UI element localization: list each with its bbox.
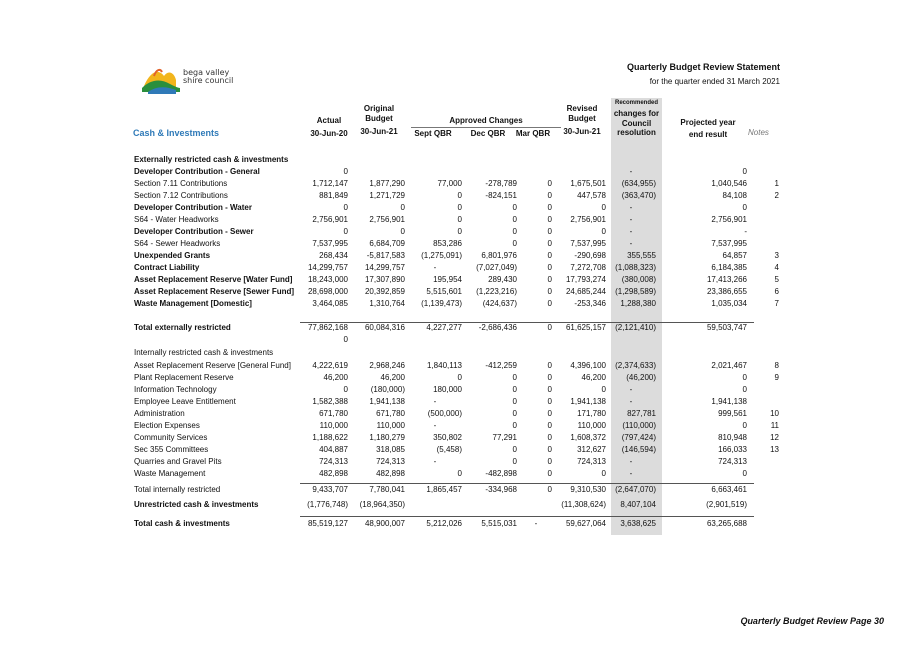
cell: (2,374,633) bbox=[615, 361, 656, 370]
cell: 671,780 bbox=[319, 409, 348, 418]
cell: 1,608,372 bbox=[570, 433, 606, 442]
cell: 0 bbox=[742, 373, 747, 382]
cell: 0 bbox=[742, 385, 747, 394]
table-row bbox=[0, 484, 917, 496]
row-label: S64 - Water Headworks bbox=[134, 215, 219, 224]
cell: 17,413,266 bbox=[706, 275, 747, 284]
cell: 6,801,976 bbox=[481, 251, 517, 260]
cell: 14,299,757 bbox=[307, 263, 348, 272]
col-notes-header: Notes bbox=[748, 128, 769, 137]
cell: (5,458) bbox=[436, 445, 462, 454]
row-label: Contract Liability bbox=[134, 263, 200, 272]
cell: 0 bbox=[343, 385, 348, 394]
cell: (424,637) bbox=[482, 299, 517, 308]
cell: 881,849 bbox=[319, 191, 348, 200]
cell: - bbox=[433, 421, 437, 430]
cell: 312,627 bbox=[577, 445, 606, 454]
cell: 3 bbox=[774, 251, 779, 260]
cell: 0 bbox=[343, 203, 348, 212]
table-row bbox=[0, 262, 917, 274]
page-title: Quarterly Budget Review Statement bbox=[626, 62, 780, 72]
cell: -290,698 bbox=[574, 251, 606, 260]
cell: 0 bbox=[512, 397, 517, 406]
table-row bbox=[0, 190, 917, 202]
table-row bbox=[0, 178, 917, 190]
cell: 0 bbox=[512, 421, 517, 430]
cell: 1,271,729 bbox=[369, 191, 405, 200]
page-footer: Quarterly Budget Review Page 30 bbox=[740, 616, 884, 626]
cell: 13 bbox=[770, 445, 779, 454]
cell: (146,594) bbox=[621, 445, 656, 454]
cell: 4,396,100 bbox=[570, 361, 606, 370]
cell: 3,464,085 bbox=[312, 299, 348, 308]
table-row bbox=[0, 372, 917, 384]
row-label: Information Technology bbox=[134, 385, 217, 394]
cell: 4,227,277 bbox=[426, 323, 462, 332]
cell: 0 bbox=[457, 191, 462, 200]
cell: 63,265,688 bbox=[706, 519, 747, 528]
cell: 0 bbox=[547, 263, 552, 272]
cell: 1,188,622 bbox=[312, 433, 348, 442]
cell: (1,776,748) bbox=[307, 500, 348, 509]
row-label: Employee Leave Entitlement bbox=[134, 397, 236, 406]
cell: 7,272,708 bbox=[570, 263, 606, 272]
cell: 724,313 bbox=[577, 457, 606, 466]
row-label: Developer Contribution - Water bbox=[134, 203, 252, 212]
cell: 810,948 bbox=[718, 433, 747, 442]
cell: 85,519,127 bbox=[307, 519, 348, 528]
cell: 4,222,619 bbox=[312, 361, 348, 370]
cell: 195,954 bbox=[433, 275, 462, 284]
cell: -334,968 bbox=[485, 485, 517, 494]
cell: 77,291 bbox=[492, 433, 517, 442]
cell: 61,625,157 bbox=[565, 323, 606, 332]
cell: 0 bbox=[547, 469, 552, 478]
cell: (797,424) bbox=[621, 433, 656, 442]
cell: - bbox=[629, 203, 633, 212]
cell: 46,200 bbox=[380, 373, 405, 382]
cell: 827,781 bbox=[627, 409, 656, 418]
cell: 59,503,747 bbox=[706, 323, 747, 332]
row-label: Total cash & investments bbox=[134, 519, 230, 528]
cell: 0 bbox=[547, 287, 552, 296]
cell: 0 bbox=[512, 215, 517, 224]
cell: 0 bbox=[457, 469, 462, 478]
cell: 59,627,064 bbox=[565, 519, 606, 528]
table-row bbox=[0, 238, 917, 250]
table-row bbox=[0, 384, 917, 396]
cell: - bbox=[433, 397, 437, 406]
cell: 0 bbox=[547, 409, 552, 418]
row-label: Externally restricted cash & investments bbox=[134, 155, 289, 164]
cell: 724,313 bbox=[718, 457, 747, 466]
approved-changes-header: Approved Changes bbox=[411, 116, 561, 128]
cell: 1,941,138 bbox=[369, 397, 405, 406]
cell: 0 bbox=[601, 385, 606, 394]
cell: 2,021,467 bbox=[711, 361, 747, 370]
col-original-header: Original Budget 30-Jun-21 bbox=[360, 104, 398, 136]
cell: (380,008) bbox=[621, 275, 656, 284]
cell: 0 bbox=[547, 445, 552, 454]
cell: 0 bbox=[547, 251, 552, 260]
cell: -482,898 bbox=[485, 469, 517, 478]
cell: 6 bbox=[774, 287, 779, 296]
row-label: Election Expenses bbox=[134, 421, 200, 430]
cell: -412,259 bbox=[485, 361, 517, 370]
cell: (2,647,070) bbox=[615, 485, 656, 494]
subtotal-rule bbox=[300, 483, 754, 484]
cell: 447,578 bbox=[577, 191, 606, 200]
table-row bbox=[0, 432, 917, 444]
cell: 0 bbox=[547, 239, 552, 248]
cell: - bbox=[744, 227, 747, 236]
cell: 0 bbox=[512, 203, 517, 212]
cell: 0 bbox=[512, 445, 517, 454]
row-label: Asset Replacement Reserve [Sewer Fund] bbox=[134, 287, 295, 296]
cell: 1,582,388 bbox=[312, 397, 348, 406]
cell: 1,035,034 bbox=[711, 299, 747, 308]
cell: - bbox=[629, 457, 633, 466]
cell: 1,310,764 bbox=[369, 299, 405, 308]
table-row bbox=[0, 468, 917, 480]
cell: (363,470) bbox=[621, 191, 656, 200]
cell: 171,780 bbox=[577, 409, 606, 418]
table-row bbox=[0, 214, 917, 226]
table-row bbox=[0, 518, 917, 530]
cell: (1,275,091) bbox=[421, 251, 462, 260]
cell: 7,537,995 bbox=[711, 239, 747, 248]
row-label: Total internally restricted bbox=[134, 485, 221, 494]
cell: 0 bbox=[547, 203, 552, 212]
row-label: Quarries and Gravel Pits bbox=[134, 457, 222, 466]
cell: 1,865,457 bbox=[426, 485, 462, 494]
cell: 1 bbox=[774, 179, 779, 188]
cell: 2,756,901 bbox=[570, 215, 606, 224]
cell: 0 bbox=[601, 469, 606, 478]
row-label: Waste Management [Domestic] bbox=[134, 299, 252, 308]
row-label: Asset Replacement Reserve [General Fund] bbox=[134, 361, 291, 370]
cell: (500,000) bbox=[427, 409, 462, 418]
col-sept-header: Sept QBR bbox=[414, 129, 452, 138]
cell: 0 bbox=[547, 385, 552, 394]
table-row bbox=[0, 202, 917, 214]
cell: 0 bbox=[601, 227, 606, 236]
cell: 0 bbox=[547, 373, 552, 382]
cell: 5,212,026 bbox=[426, 519, 462, 528]
cell: 853,286 bbox=[433, 239, 462, 248]
cell: 350,802 bbox=[433, 433, 462, 442]
row-label: Administration bbox=[134, 409, 185, 418]
row-label: Developer Contribution - Sewer bbox=[134, 227, 254, 236]
row-label: Unrestricted cash & investments bbox=[134, 500, 259, 509]
cell: (1,298,589) bbox=[615, 287, 656, 296]
cell: 17,307,890 bbox=[364, 275, 405, 284]
cell: 1,180,279 bbox=[369, 433, 405, 442]
cell: - bbox=[433, 263, 437, 272]
cell: 0 bbox=[547, 485, 552, 494]
cell: 9,310,530 bbox=[570, 485, 606, 494]
cell: 84,108 bbox=[722, 191, 747, 200]
cell: 0 bbox=[512, 409, 517, 418]
cell: - bbox=[629, 167, 633, 176]
cell: 0 bbox=[512, 457, 517, 466]
cell: 9 bbox=[774, 373, 779, 382]
cell: 0 bbox=[547, 457, 552, 466]
cell: -824,151 bbox=[485, 191, 517, 200]
cell: 0 bbox=[547, 421, 552, 430]
cell: (180,000) bbox=[370, 385, 405, 394]
cell: 1,941,138 bbox=[711, 397, 747, 406]
cell: 0 bbox=[457, 203, 462, 212]
logo-wordmark: bega valley shire council bbox=[183, 68, 234, 85]
table-row bbox=[0, 456, 917, 468]
cell: (2,901,519) bbox=[706, 500, 747, 509]
cell: 7 bbox=[774, 299, 779, 308]
cell: 1,941,138 bbox=[570, 397, 606, 406]
cell: 0 bbox=[547, 227, 552, 236]
col-revised-header: Revised Budget 30-Jun-21 bbox=[563, 104, 601, 136]
table-row bbox=[0, 166, 917, 178]
row-label: Unexpended Grants bbox=[134, 251, 211, 260]
cell: 7,780,041 bbox=[369, 485, 405, 494]
cell: 1,040,546 bbox=[711, 179, 747, 188]
cell: -278,789 bbox=[485, 179, 517, 188]
cell: 7,537,995 bbox=[570, 239, 606, 248]
cell: - bbox=[629, 469, 633, 478]
cell: 671,780 bbox=[376, 409, 405, 418]
cell: 0 bbox=[547, 215, 552, 224]
col-actual-header: Actual 30-Jun-20 bbox=[310, 116, 348, 138]
cell: 0 bbox=[512, 373, 517, 382]
row-label: Community Services bbox=[134, 433, 208, 442]
cell: 6,684,709 bbox=[369, 239, 405, 248]
cell: -253,346 bbox=[574, 299, 606, 308]
cell: 404,887 bbox=[319, 445, 348, 454]
cell: 1,712,147 bbox=[312, 179, 348, 188]
cell: 1,288,380 bbox=[620, 299, 656, 308]
table-row bbox=[0, 154, 917, 166]
cell: 8,407,104 bbox=[620, 500, 656, 509]
cell: - bbox=[629, 239, 633, 248]
cell: 0 bbox=[742, 167, 747, 176]
table-row bbox=[0, 420, 917, 432]
cell: 0 bbox=[343, 227, 348, 236]
cell: 60,084,316 bbox=[364, 323, 405, 332]
cell: 1,840,113 bbox=[427, 361, 462, 370]
table-row bbox=[0, 322, 917, 334]
cell: 28,698,000 bbox=[307, 287, 348, 296]
col-projected-header: Projected year end result bbox=[680, 118, 736, 139]
table-row bbox=[0, 274, 917, 286]
table-row bbox=[0, 250, 917, 262]
cell: 0 bbox=[547, 433, 552, 442]
col-dec-header: Dec QBR bbox=[470, 129, 506, 138]
col-recommended-header: Recommended changes for Council resolution bbox=[613, 100, 660, 137]
cell: (1,223,216) bbox=[476, 287, 517, 296]
cell: 7,537,995 bbox=[312, 239, 348, 248]
table-row bbox=[0, 286, 917, 298]
row-label: Sec 355 Committees bbox=[134, 445, 209, 454]
cell: 180,000 bbox=[433, 385, 462, 394]
table-row bbox=[0, 408, 917, 420]
cell: 0 bbox=[343, 167, 348, 176]
cell: 6,663,461 bbox=[711, 485, 747, 494]
cell: 0 bbox=[547, 179, 552, 188]
cell: 110,000 bbox=[577, 421, 606, 430]
row-label: Total externally restricted bbox=[134, 323, 231, 332]
cell: 268,434 bbox=[319, 251, 348, 260]
subtotal-rule bbox=[300, 322, 754, 323]
cell: 14,299,757 bbox=[364, 263, 405, 272]
section-title: Cash & Investments bbox=[133, 128, 220, 138]
cell: 724,313 bbox=[319, 457, 348, 466]
cell: 12 bbox=[770, 433, 779, 442]
cell: 11 bbox=[770, 421, 779, 430]
cell: 20,392,859 bbox=[364, 287, 405, 296]
cell: 0 bbox=[547, 397, 552, 406]
cell: 5,515,601 bbox=[426, 287, 462, 296]
cell: 0 bbox=[512, 239, 517, 248]
row-label: Section 7.11 Contributions bbox=[134, 179, 228, 188]
cell: 0 bbox=[547, 275, 552, 284]
cell: 0 bbox=[742, 203, 747, 212]
cell: (18,964,350) bbox=[359, 500, 405, 509]
cell: 46,200 bbox=[581, 373, 606, 382]
cell: 0 bbox=[400, 227, 405, 236]
cell: 0 bbox=[742, 469, 747, 478]
cell: (2,121,410) bbox=[615, 323, 656, 332]
row-label: Section 7.12 Contributions bbox=[134, 191, 228, 200]
cell: 318,085 bbox=[376, 445, 405, 454]
cell: 0 bbox=[457, 215, 462, 224]
cell: - bbox=[629, 397, 633, 406]
cell: 17,793,274 bbox=[565, 275, 606, 284]
cell: 2,756,901 bbox=[711, 215, 747, 224]
cell: 0 bbox=[512, 385, 517, 394]
cell: 1,877,290 bbox=[369, 179, 405, 188]
cell: (7,027,049) bbox=[476, 263, 517, 272]
cell: 0 bbox=[547, 323, 552, 332]
cell: 10 bbox=[770, 409, 779, 418]
cell: 482,898 bbox=[319, 469, 348, 478]
cell: - bbox=[629, 227, 633, 236]
cell: 4 bbox=[774, 263, 779, 272]
cell: -2,686,436 bbox=[478, 323, 517, 332]
cell: 110,000 bbox=[376, 421, 405, 430]
row-label: Asset Replacement Reserve [Water Fund] bbox=[134, 275, 293, 284]
cell: - bbox=[433, 457, 437, 466]
table-row bbox=[0, 360, 917, 372]
cell: 9,433,707 bbox=[312, 485, 348, 494]
cell: 355,555 bbox=[627, 251, 656, 260]
col-mar-header: Mar QBR bbox=[515, 129, 551, 138]
cell: 0 bbox=[400, 203, 405, 212]
table-row bbox=[0, 444, 917, 456]
cell: (1,139,473) bbox=[421, 299, 462, 308]
cell: - bbox=[534, 519, 538, 528]
row-label: Internally restricted cash & investments bbox=[134, 348, 274, 357]
cell: 6,184,385 bbox=[711, 263, 747, 272]
cell: 999,561 bbox=[718, 409, 747, 418]
cell: 724,313 bbox=[376, 457, 405, 466]
cell: 0 bbox=[512, 227, 517, 236]
cell: 64,857 bbox=[722, 251, 747, 260]
cell: 2,968,246 bbox=[369, 361, 405, 370]
cell: 289,430 bbox=[488, 275, 517, 284]
cell: (634,955) bbox=[621, 179, 656, 188]
cell: 77,000 bbox=[437, 179, 462, 188]
cell: 24,685,244 bbox=[565, 287, 606, 296]
cell: 482,898 bbox=[376, 469, 405, 478]
row-label: Plant Replacement Reserve bbox=[134, 373, 234, 382]
table-row bbox=[0, 499, 917, 511]
cell: 1,675,501 bbox=[570, 179, 606, 188]
cell: 8 bbox=[774, 361, 779, 370]
cell: (46,200) bbox=[626, 373, 656, 382]
cell: 18,243,000 bbox=[307, 275, 348, 284]
cell: (110,000) bbox=[622, 421, 656, 430]
table-row bbox=[0, 347, 917, 359]
table-row bbox=[0, 226, 917, 238]
cell: 0 bbox=[547, 361, 552, 370]
cell: 0 bbox=[457, 227, 462, 236]
cell: 77,862,168 bbox=[307, 323, 348, 332]
cell: 0 bbox=[742, 421, 747, 430]
cell: 166,033 bbox=[718, 445, 747, 454]
row-label: Waste Management bbox=[134, 469, 206, 478]
page-subtitle: for the quarter ended 31 March 2021 bbox=[649, 77, 780, 86]
cell: (11,308,624) bbox=[561, 500, 606, 509]
cell: 0 bbox=[457, 373, 462, 382]
row-label: Developer Contribution - General bbox=[134, 167, 260, 176]
cell: 46,200 bbox=[323, 373, 348, 382]
cell: 0 bbox=[343, 335, 348, 344]
total-rule bbox=[300, 516, 754, 517]
cell: - bbox=[629, 385, 633, 394]
cell: 2,756,901 bbox=[312, 215, 348, 224]
cell: 110,000 bbox=[319, 421, 348, 430]
table-row bbox=[0, 396, 917, 408]
cell: 0 bbox=[601, 203, 606, 212]
table-row bbox=[0, 334, 917, 346]
cell: - bbox=[629, 215, 633, 224]
cell: 0 bbox=[547, 299, 552, 308]
cell: -5,817,583 bbox=[366, 251, 405, 260]
row-label: S64 - Sewer Headworks bbox=[134, 239, 221, 248]
table-row bbox=[0, 298, 917, 310]
cell: 3,638,625 bbox=[620, 519, 656, 528]
cell: 5,515,031 bbox=[481, 519, 517, 528]
cell: 23,386,655 bbox=[706, 287, 747, 296]
cell: 48,900,007 bbox=[364, 519, 405, 528]
cell: 2 bbox=[774, 191, 779, 200]
cell: 2,756,901 bbox=[369, 215, 405, 224]
cell: (1,088,323) bbox=[615, 263, 656, 272]
cell: 5 bbox=[774, 275, 779, 284]
cell: 0 bbox=[547, 191, 552, 200]
